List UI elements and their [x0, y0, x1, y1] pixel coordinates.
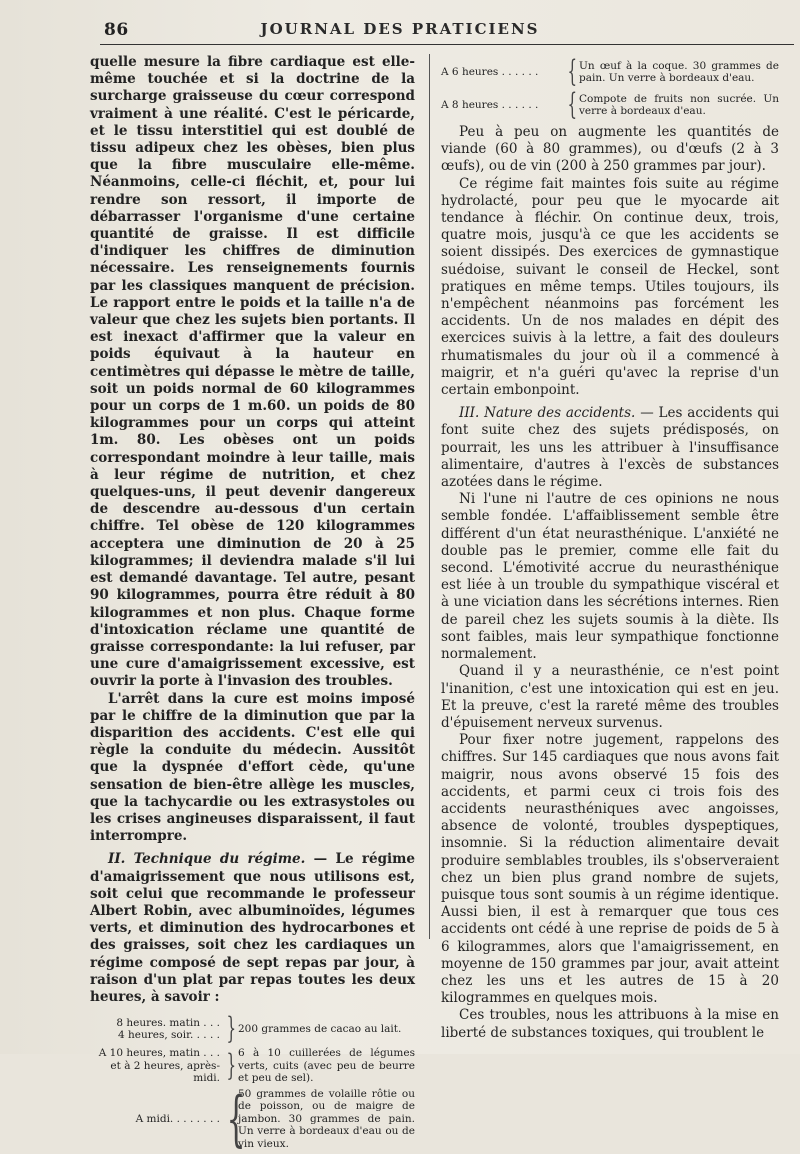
- schedule-desc: Compote de fruits non sucrée. Un verre à bordeaux d'eau.: [579, 92, 779, 117]
- section-text: — Le régime d'amaigrissement que nous utilisons est, soit celui que recommande le professeur Albert Robin, avec albuminoïdes, légumes verts, et diminution des hydrocarbones et des graisses, soit chez les cardiaques un régime composé de sept repas par jour, à raison d'un plat par repas toutes les deux heures, à savoir :: [90, 851, 416, 1005]
- schedule-desc: 200 grammes de cacao au lait.: [238, 1022, 402, 1035]
- brace-icon: }: [226, 1047, 237, 1083]
- page-number: 86: [104, 20, 129, 40]
- paragraph: Pour fixer notre jugement, rappelons des chiffres. Sur 145 cardiaques que nous avons fait maigrir, nous avons observé 15 fois des accidents, et parmi ceux ci trois fois des accidents neurasthéniques avec angoisses, absence de volonté, troubles dyspeptiques, insomnie. Si la réduction alimentaire devait produire semblables troubles, ils s'observeraient chez un bien plus grand nombre de sujets, puisque tous sont soumis à un régime identique. Aussi bien, il est à remarquer que tous ces accidents ont cédé à une reprise de poids de 5 à 6 kilogrammes, alors que l'amaigrissement, en moyenne de 150 grammes par jour, avait atteint chez les uns et les autres de 15 à 20 kilogrammes en quelques mois.: [441, 732, 779, 1007]
- paragraph: Peu à peu on augmente les quantités de viande (60 à 80 grammes), ou d'œufs (2 à 3 œufs), ou de vin (200 à 250 grammes par jour).: [441, 124, 779, 175]
- section-paragraph: [441, 405, 779, 491]
- journal-title: JOURNAL DES PRATICIENS: [260, 20, 540, 38]
- brace-icon: {: [567, 54, 578, 89]
- schedule-desc: Un œuf à la coque. 30 grammes de pain. Un verre à bordeaux d'eau.: [579, 59, 779, 84]
- schedule-row: [90, 1083, 415, 1154]
- meal-schedule: [90, 1011, 415, 1154]
- section-title: III. Nature des accidents.: [459, 405, 636, 422]
- schedule-time: 8 heures. matin . . . 4 heures, soir. . . . .: [116, 1016, 220, 1042]
- header-rule: [100, 44, 794, 45]
- meal-schedule: [441, 54, 779, 122]
- schedule-time: A 6 heures . . . . . .: [441, 65, 539, 78]
- schedule-desc: 50 grammes de volaille rôtie ou de poisson, ou de maigre de jambon. 30 grammes de pain. Un verre à bordeaux d'eau ou de vin vieux.: [238, 1087, 415, 1150]
- schedule-row: [90, 1011, 415, 1047]
- section-title: II. Technique du régime.: [108, 851, 306, 868]
- section-text: — Les accidents qui font suite chez des sujets prédisposés, on pourrait, les uns les attribuer à l'insuffisance alimentaire, d'autres à l'excès de substances azotées dans le régime.: [441, 405, 779, 491]
- schedule-row: [441, 87, 779, 122]
- schedule-row: [90, 1047, 415, 1085]
- paragraph: quelle mesure la fibre cardiaque est elle-même touchée et si la doctrine de la surcharge graisseuse du cœur correspond vraiment à une réalité. C'est le péricarde, et le tissu interstitiel qui est doublé de tissu adipeux chez les obèses, bien plus que la fibre musculaire elle-même. Néanmoins, celle-ci fléchit, et, pour lui rendre son ressort, il importe de débarrasser l'organisme d'une certaine quantité de graisse. Il est difficile d'indiquer les chiffres de diminution nécessaire. Les renseignements fournis par les classiques manquent de précision. Le rapport entre le poids et la taille n'a de valeur que chez les sujets bien portants. Il est inexact d'affirmer que la valeur en poids équivaut à la hauteur en centimètres qui dépasse le mètre de taille, soit un poids normal de 60 kilogrammes pour un corps de 1 m.60. un poids de 80 kilogrammes pour un corps qui atteint 1m. 80. Les obèses ont un poids correspondant moindre à leur taille, mais à leur régime de nutrition, et chez quelques-uns, il peut devenir dangereux de descendre au-dessous d'un certain chiffre. Tel obèse de 120 kilogrammes acceptera une diminution de 20 à 25 kilogrammes; il deviendra malade s'il lui est demandé davantage. Tel autre, pesant 90 kilogrammes, pourra être réduit à 80 kilogrammes et non plus. Chaque forme d'intoxication réclame une quantité de graisse correspondante: la lui refuser, par une cure d'amaigrissement excessive, est ouvrir la porte à l'invasion des troubles.: [90, 54, 415, 690]
- brace-icon: {: [567, 87, 578, 122]
- paragraph: Ce régime fait maintes fois suite au régime hydrolacté, pour peu que le myocarde ait tendance à fléchir. On continue deux, trois, quatre mois, jusqu'à ce que les accidents se soient dissipés. Des exercices de gymnastique suédoise, suivant le conseil de Heckel, sont pratiques en même temps. Utiles toujours, ils n'empêchent néanmoins pas forcément les accidents. Un de nos malades en dépit des exercices suivis à la lettre, a fait des douleurs rhumatismales du jour où il a commencé à maigrir, et n'a guéri qu'avec la reprise d'un certain embonpoint.: [441, 175, 779, 399]
- paragraph: Ni l'une ni l'autre de ces opinions ne nous semble fondée. L'affaiblissement semble être différent d'un état neurasthénique. L'anxiété ne double pas le premier, comme elle fait du second. L'émotivité accrue du neurasthénique est liée à un trouble du sympathique viscéral et à une viciation dans les sécrétions internes. Rien de pareil chez les sujets soumis à la diète. Ils sont faibles, mais leur sympathique fonctionne normalement.: [441, 491, 779, 663]
- paragraph: L'arrêt dans la cure est moins imposé par le chiffre de la diminution que par la disparition des accidents. C'est elle qui règle la conduite du médecin. Aussitôt que la dyspnée d'effort cède, qu'une sensation de bien-être allège les muscles, que la tachycardie ou les extrasystoles ou les crises angineuses disparaissent, il faut interrompre.: [90, 690, 415, 845]
- brace-icon: {: [226, 1083, 246, 1154]
- schedule-time: A 8 heures . . . . . .: [441, 98, 539, 111]
- schedule-row: [441, 54, 779, 89]
- paragraph: Ces troubles, nous les attribuons à la mise en liberté de substances toxiques, qui troublent le: [441, 1007, 779, 1041]
- schedule-time: A midi. . . . . . . .: [135, 1112, 220, 1125]
- column-divider: [429, 54, 430, 939]
- schedule-desc: 6 à 10 cuillerées de légumes verts, cuits (avec peu de beurre et peu de sel).: [238, 1047, 415, 1085]
- paragraph: Quand il y a neurasthénie, ce n'est point l'inanition, c'est une intoxication qui est en jeu. Et la preuve, c'est la rareté même des troubles d'épuisement nerveux survenus.: [441, 663, 779, 731]
- schedule-time: A 10 heures, matin . . . et à 2 heures, après-midi.: [98, 1047, 220, 1085]
- left-column: [90, 54, 415, 1153]
- brace-icon: }: [226, 1011, 237, 1047]
- right-column: [441, 54, 779, 1042]
- section-paragraph: [90, 851, 415, 1006]
